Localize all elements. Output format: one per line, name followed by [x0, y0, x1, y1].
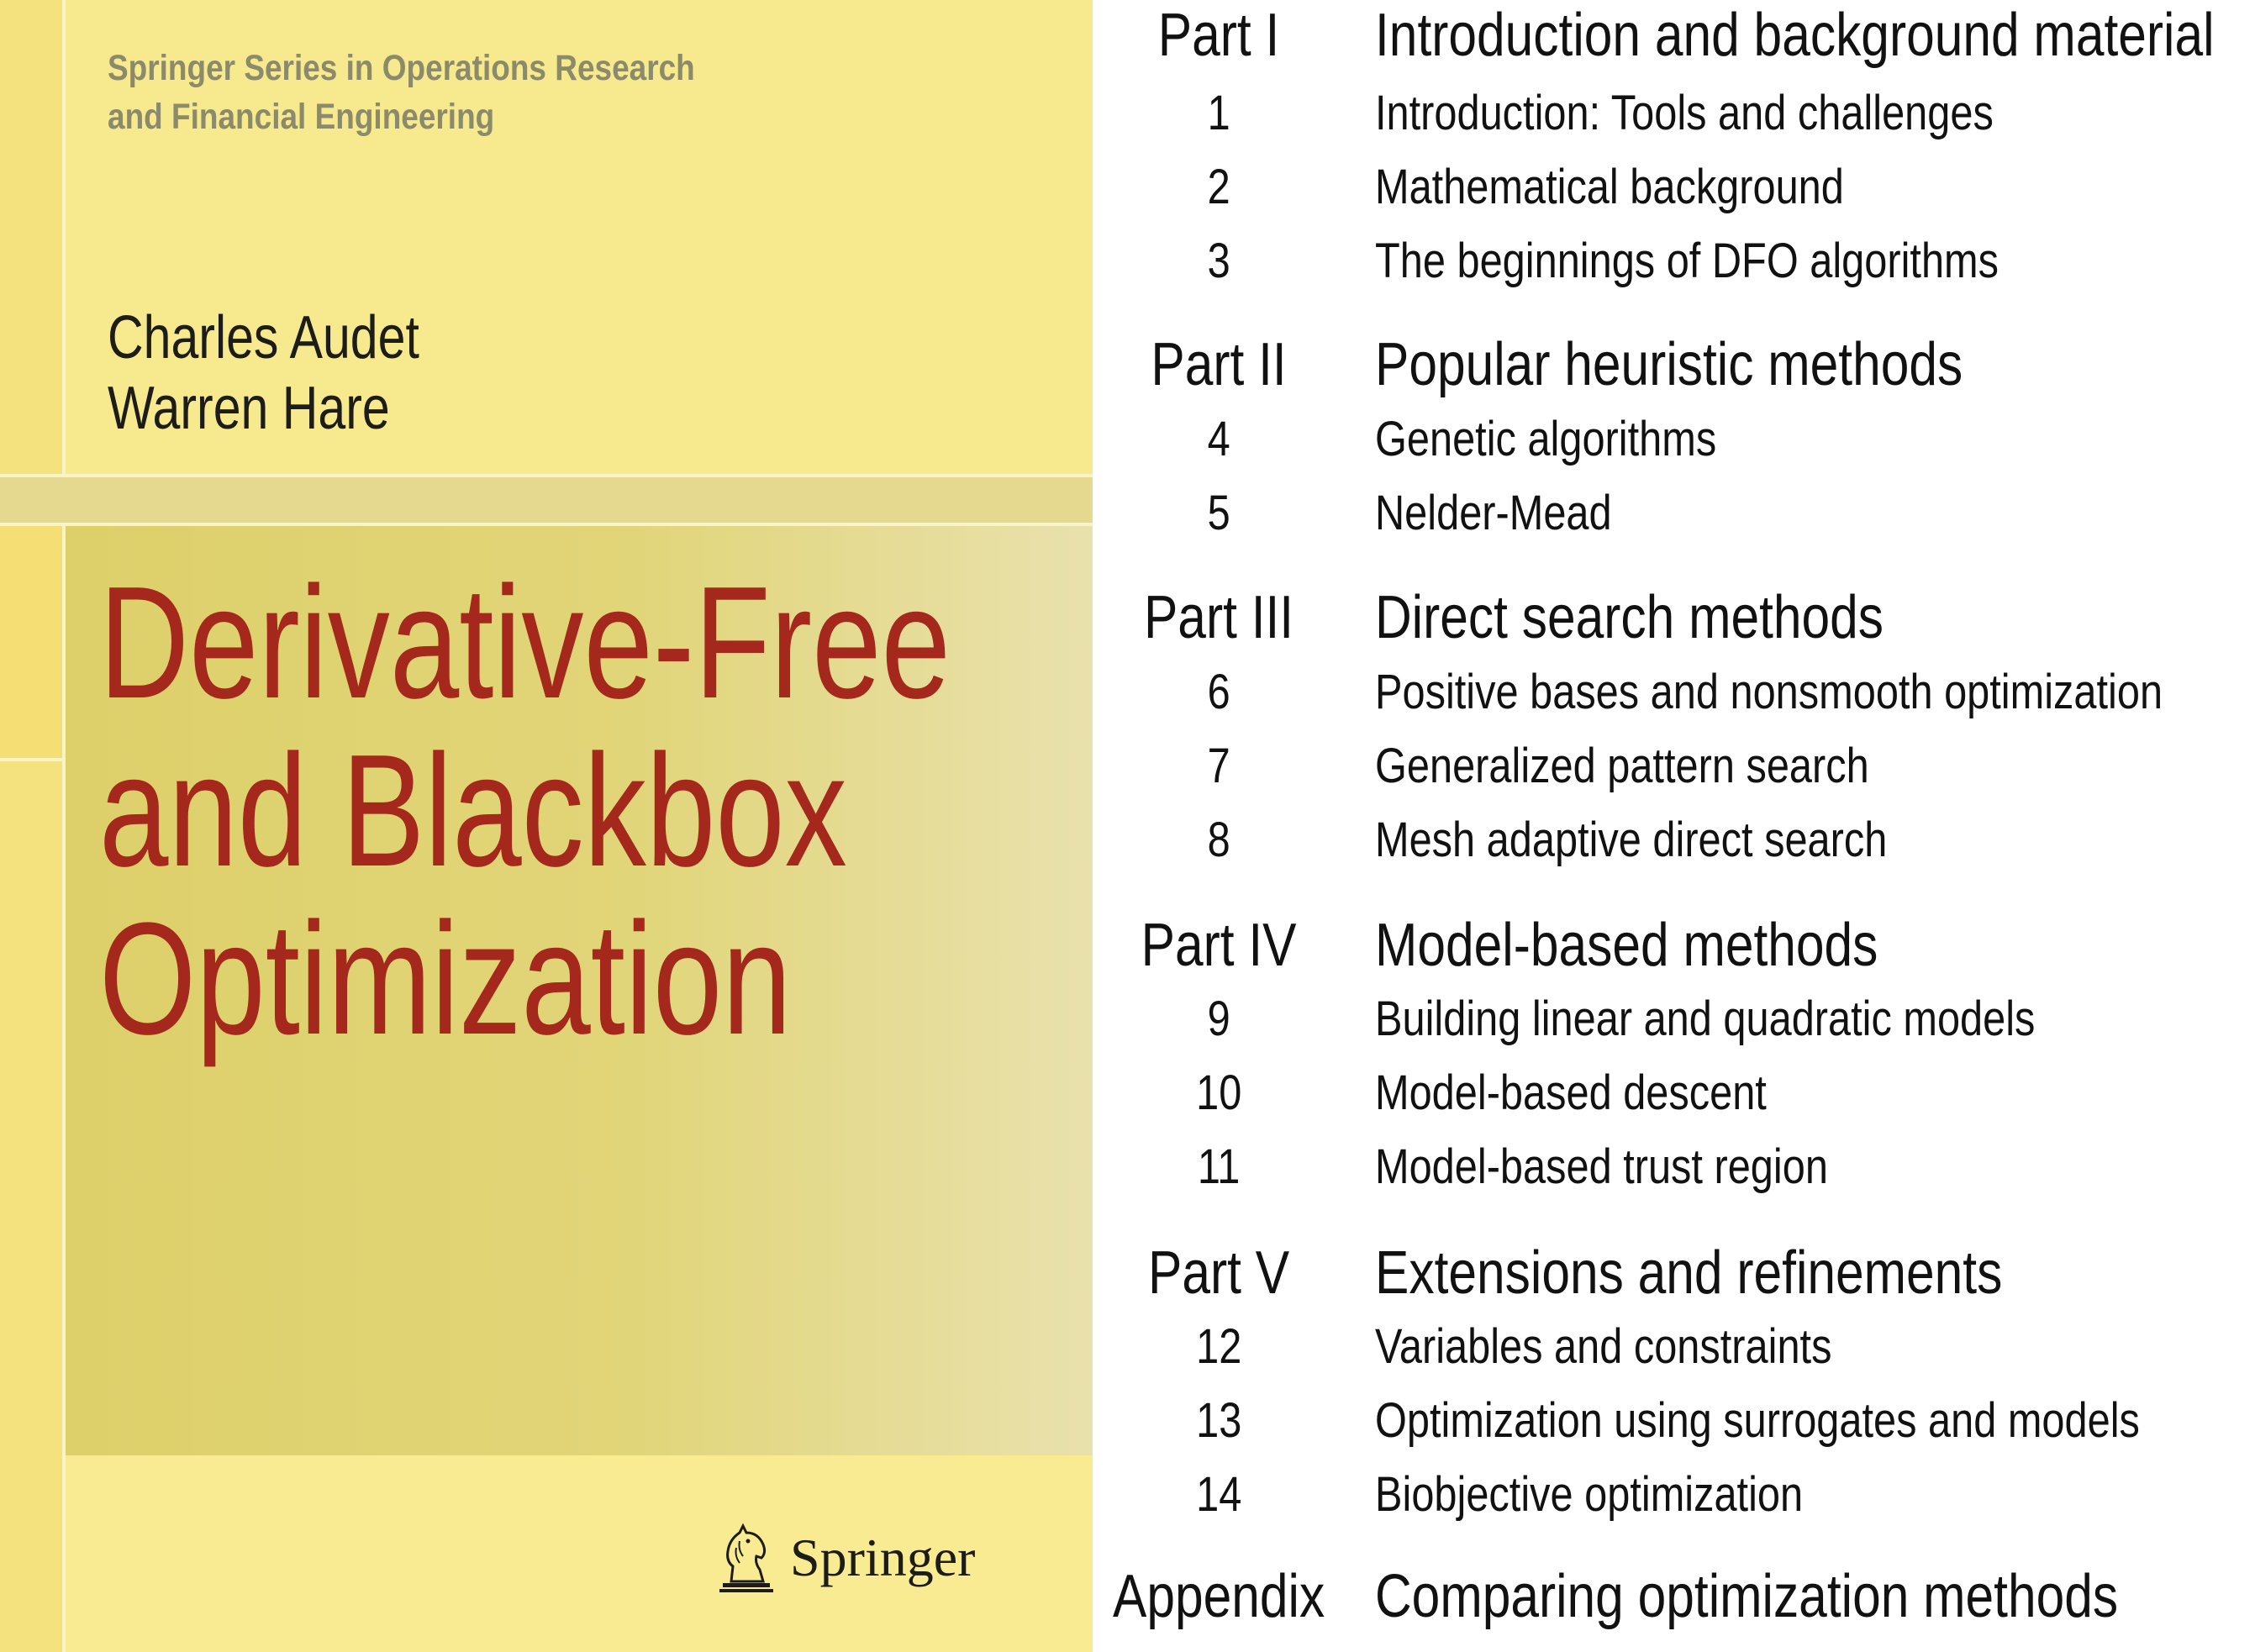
publisher-logo	[714, 1523, 975, 1593]
toc-entry-title-text: Genetic algorithms	[1375, 412, 1717, 466]
toc-entry-label-text: 8	[1207, 813, 1230, 867]
series-name	[108, 44, 791, 141]
toc-entry-title	[1375, 1318, 1919, 1376]
publisher-name: Springer	[790, 1528, 976, 1587]
toc-entry-title	[1375, 232, 2117, 291]
toc-entry-title	[1375, 1238, 2122, 1308]
toc-entry-label	[1093, 990, 1345, 1049]
toc-entry-title	[1375, 484, 1657, 543]
toc-entry-title	[1375, 329, 2074, 400]
toc-entry-title	[1375, 84, 2111, 143]
toc-entry-label	[1093, 0, 1345, 71]
toc-entry-title-text: Mesh adaptive direct search	[1375, 813, 1888, 867]
toc-entry-label	[1093, 811, 1345, 870]
authors	[108, 303, 487, 444]
series-line: and Financial Engineering	[108, 97, 495, 137]
toc-entry-label	[1093, 737, 1345, 796]
toc-entry-title	[1375, 158, 1933, 217]
toc-entry-label-text: Part III	[1143, 584, 1294, 651]
toc-entry-label	[1093, 232, 1345, 291]
author-name: Charles Audet	[108, 304, 419, 371]
toc-entry-label-text: 2	[1207, 160, 1230, 214]
knight-horse-logo-icon	[714, 1523, 778, 1593]
table-of-contents	[1093, 0, 2255, 1652]
toc-entry-title-text: Biobjective optimization	[1375, 1467, 1804, 1522]
toc-entry-title-text: Positive bases and nonsmooth optimization	[1375, 665, 2163, 719]
toc-entry-label	[1093, 1561, 1345, 1632]
toc-entry-title-text: Mathematical background	[1375, 160, 1844, 214]
book-title-line: Optimization	[99, 890, 792, 1068]
toc-entry-title-text: Model-based descent	[1375, 1065, 1767, 1120]
toc-entry-label	[1093, 1238, 1345, 1308]
toc-entry-label	[1093, 1392, 1345, 1450]
toc-entry-label	[1093, 910, 1345, 981]
cover-strip	[0, 477, 1093, 523]
book-title-line: and Blackbox	[99, 722, 847, 900]
toc-entry-label	[1093, 410, 1345, 469]
toc-entry-label	[1093, 1064, 1345, 1123]
toc-entry-title	[1375, 990, 2161, 1049]
toc-entry-title	[1375, 582, 1980, 653]
toc-entry-label-text: 13	[1195, 1393, 1242, 1448]
toc-entry-title-text: Model-based trust region	[1375, 1139, 1828, 1194]
toc-entry-label-text: Part IV	[1141, 912, 1297, 979]
toc-entry-label	[1093, 1318, 1345, 1376]
series-line: Springer Series in Operations Research	[108, 48, 695, 88]
book-title-line: Derivative-Free	[99, 554, 951, 732]
author-name: Warren Hare	[108, 375, 390, 442]
toc-entry-title	[1375, 1064, 1841, 1123]
toc-entry-title	[1375, 663, 2255, 722]
book-cover	[0, 0, 1093, 1652]
toc-entry-label	[1093, 582, 1345, 653]
toc-entry-title-text: Introduction: Tools and challenges	[1375, 86, 1994, 140]
toc-entry-title-text: Popular heuristic methods	[1375, 331, 1963, 398]
toc-entry-label	[1093, 158, 1345, 217]
toc-entry-label	[1093, 329, 1345, 400]
toc-entry-label	[1093, 84, 1345, 143]
toc-entry-title	[1375, 737, 1963, 796]
toc-entry-title-text: Generalized pattern search	[1375, 739, 1869, 793]
toc-entry-label-text: 3	[1207, 234, 1230, 288]
toc-entry-label-text: 14	[1195, 1467, 1242, 1522]
toc-entry-label-text: 6	[1207, 665, 1230, 719]
toc-entry-label	[1093, 1465, 1345, 1524]
toc-entry-label	[1093, 484, 1345, 543]
toc-entry-title-text: Building linear and quadratic models	[1375, 992, 2036, 1046]
toc-entry-title	[1375, 1465, 1884, 1524]
toc-entry-title	[1375, 410, 1782, 469]
toc-entry-title	[1375, 1392, 2255, 1450]
toc-entry-title-text: Direct search methods	[1375, 584, 1884, 651]
toc-entry-label-text: 10	[1195, 1065, 1242, 1120]
toc-entry-title	[1375, 1138, 1915, 1197]
toc-entry-label-text: Part I	[1157, 2, 1280, 69]
toc-entry-label	[1093, 1138, 1345, 1197]
toc-entry-title-text: Comparing optimization methods	[1375, 1563, 2119, 1630]
toc-entry-label-text: Part V	[1147, 1239, 1290, 1307]
toc-entry-title-text: Extensions and refinements	[1375, 1239, 2003, 1307]
toc-entry-title	[1375, 910, 1973, 981]
cover-horizontal-divider	[0, 758, 62, 761]
toc-entry-label-text: 11	[1197, 1139, 1241, 1194]
toc-entry-title	[1375, 811, 1984, 870]
toc-entry-title-text: Variables and constraints	[1375, 1319, 1832, 1374]
book-title	[99, 554, 1093, 1068]
cover-left-block	[0, 526, 62, 758]
toc-entry-title-text: Model-based methods	[1375, 912, 1878, 979]
toc-entry-label-text: 4	[1207, 412, 1230, 466]
toc-entry-label	[1093, 663, 1345, 722]
toc-entry-label-text: 9	[1207, 992, 1230, 1046]
toc-entry-label-text: 7	[1207, 739, 1230, 793]
toc-entry-label-text: Part II	[1151, 331, 1287, 398]
toc-entry-title-text: Introduction and background material	[1375, 2, 2215, 69]
toc-entry-label-text: 5	[1207, 486, 1230, 540]
toc-entry-title-text: The beginnings of DFO algorithms	[1375, 234, 1999, 288]
toc-entry-label-text: 1	[1207, 86, 1230, 140]
toc-entry-title-text: Optimization using surrogates and models	[1375, 1393, 2140, 1448]
toc-entry-title	[1375, 0, 2255, 71]
toc-entry-title	[1375, 1561, 2255, 1632]
cover-left-band	[0, 0, 62, 1652]
toc-entry-title-text: Nelder-Mead	[1375, 486, 1612, 540]
toc-entry-label-text: Appendix	[1113, 1563, 1325, 1630]
toc-entry-label-text: 12	[1195, 1319, 1242, 1374]
